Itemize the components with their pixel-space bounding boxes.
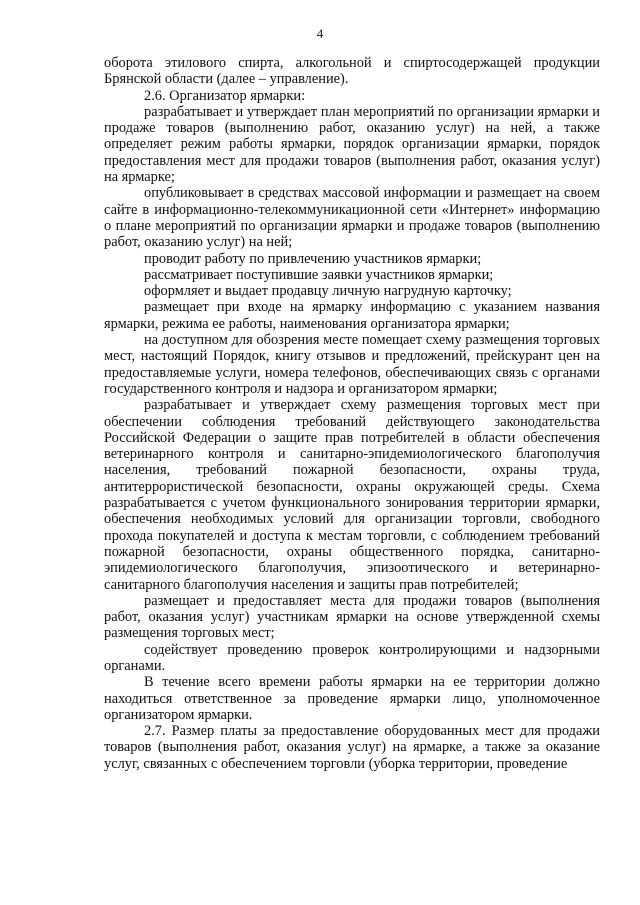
paragraph: оборота этилового спирта, алкогольной и спиртосодержащей продукции Брянской области (далее – управление). — [104, 55, 600, 88]
paragraph: на доступном для обозрения месте помещает схему размещения торговых мест, настоящий Порядок, книгу отзывов и предложений, прейскурант цен на предоставляемые услуги, номера телефонов, обеспечивающих связь с органами государственного контроля и надзора и организатором ярмарки; — [104, 332, 600, 397]
paragraph: рассматривает поступившие заявки участников ярмарки; — [144, 266, 494, 283]
paragraph: разрабатывает и утверждает схему размещения торговых мест при обеспечении соблюдения требований действующего законодательства Российской Федерации о защите прав потребителей в области обеспечения ветеринарного контроля и санитарно-эпидемиологического благополучия населения, требований пожарной безопасности, охраны труда, антитеррористической безопасности, охраны окружающей среды. Схема разрабатывается с учетом функционального зонирования территории ярмарки, обеспечения необходимых условий для организации торговли, свободного прохода покупателей и доступа к местам торговли, с соблюдением требований пожарной безопасности, охраны общественного порядка, санитарно-эпидемиологического благополучия, эпизоотического и ветеринарно-санитарного благополучия населения и защиты прав потребителей; — [104, 397, 600, 593]
page-number: 4 — [316, 26, 324, 41]
paragraph: размещает при входе на ярмарку информацию с указанием названия ярмарки, режима ее работы, наименования организатора ярмарки; — [104, 299, 600, 332]
paragraph: размещает и предоставляет места для продажи товаров (выполнения работ, оказания услуг) участникам ярмарки на основе утвержденной схемы размещения торговых мест; — [104, 592, 600, 642]
paragraph: содействует проведению проверок контролирующими и надзорными органами. — [104, 641, 600, 674]
paragraph: 2.6. Организатор ярмарки: — [144, 87, 306, 104]
paragraph: разрабатывает и утверждает план мероприятий по организации ярмарки и продаже товаров (выполнению работ, оказанию услуг) на ней, а также определяет режим работы ярмарки, порядок организации ярмарки, порядок предоставления мест для продажи товаров (выполнения работ, оказания услуг) на ярмарке; — [104, 103, 600, 186]
document-body — [104, 55, 600, 772]
paragraph: оформляет и выдает продавцу личную нагрудную карточку; — [144, 283, 512, 300]
paragraph: опубликовывает в средствах массовой информации и размещает на своем сайте в информационно-телекоммуникационной сети «Интернет» информацию о плане мероприятий по организации ярмарки и продаже товаров (выполнению работ, оказанию услуг) на ней; — [104, 185, 600, 251]
paragraph: 2.7. Размер платы за предоставление оборудованных мест для продажи товаров (выполнения работ, оказания услуг) на ярмарке, а также за оказание услуг, связанных с обеспечением торговли (уборка территории, проведение — [104, 723, 600, 772]
paragraph: В течение всего времени работы ярмарки на ее территории должно находиться ответственное за проведение ярмарки лицо, уполномоченное организатором ярмарки. — [104, 674, 600, 723]
paragraph: проводит работу по привлечению участников ярмарки; — [144, 250, 482, 267]
